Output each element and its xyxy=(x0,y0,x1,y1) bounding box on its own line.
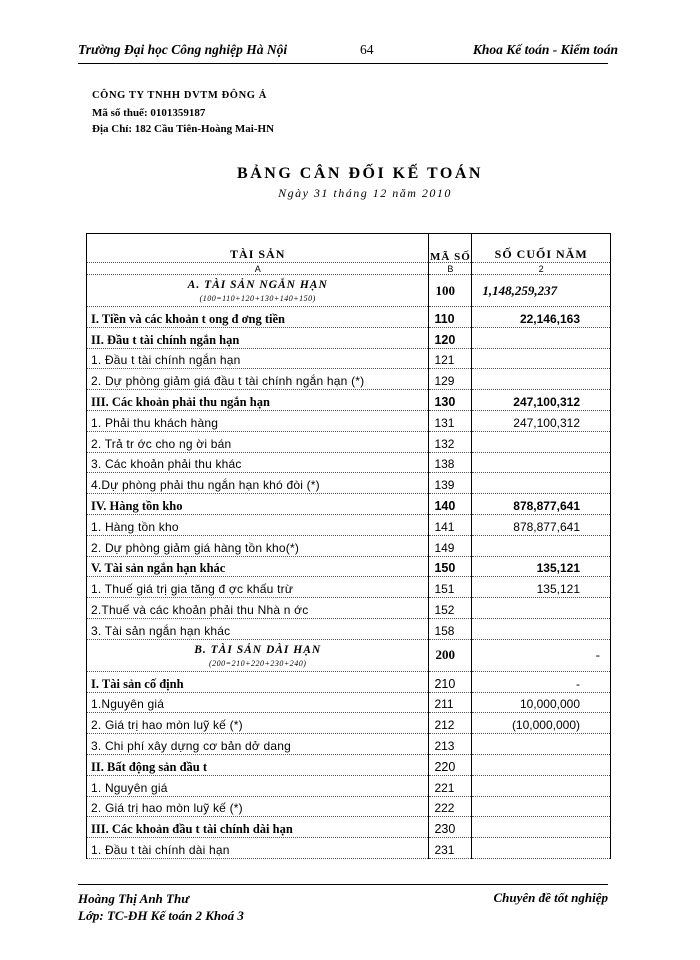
row-name: V. Tài sản ngắn hạn khác xyxy=(87,556,429,577)
page-header xyxy=(78,42,618,62)
subheader-asset: A xyxy=(87,263,429,275)
table-row xyxy=(87,348,611,369)
footer-left xyxy=(78,890,244,924)
page-number: 64 xyxy=(360,42,374,57)
row-code: 120 xyxy=(429,327,472,348)
table-row xyxy=(87,494,611,515)
row-value xyxy=(472,817,611,838)
row-name: 2. Trả tr ớc cho ng ời bán xyxy=(87,431,429,452)
subheader-year-end: 2 xyxy=(472,263,611,275)
row-code: 150 xyxy=(429,556,472,577)
row-value xyxy=(472,535,611,556)
row-value xyxy=(472,473,611,494)
table-subheader-row xyxy=(87,263,611,275)
row-code: 222 xyxy=(429,796,472,817)
row-code: 138 xyxy=(429,452,472,473)
row-name: 1.Nguyên giá xyxy=(87,692,429,713)
row-code: 121 xyxy=(429,348,472,369)
row-code: 210 xyxy=(429,671,472,692)
header-code: MÃ SỐ xyxy=(429,234,472,263)
row-value: 135,121 xyxy=(472,577,611,598)
table-row xyxy=(87,692,611,713)
table-row xyxy=(87,473,611,494)
section-b-title xyxy=(87,639,429,671)
row-value xyxy=(472,452,611,473)
section-a-name: A. TÀI SẢN NGẮN HẠN xyxy=(187,279,328,291)
footer-class: Lớp: TC-ĐH Kế toán 2 Khoá 3 xyxy=(78,908,244,923)
row-code: 151 xyxy=(429,577,472,598)
row-name: 3. Tài sản ngắn hạn khác xyxy=(87,618,429,639)
row-name: 2. Dự phòng giảm giá hàng tồn kho(*) xyxy=(87,535,429,556)
row-name: I. Tài sản cố định xyxy=(87,671,429,692)
table-row xyxy=(87,514,611,535)
row-name: 3. Chi phí xây dựng cơ bản dở dang xyxy=(87,734,429,755)
row-code: 230 xyxy=(429,817,472,838)
section-b-formula: (200=210+220+230+240) xyxy=(209,658,307,668)
company-tax-code: Mã số thuế: 0101359187 xyxy=(92,106,206,119)
table-row xyxy=(87,535,611,556)
row-code: 129 xyxy=(429,369,472,390)
row-name: 1. Nguyên giá xyxy=(87,775,429,796)
row-value: 878,877,641 xyxy=(472,514,611,535)
balance-sheet-table xyxy=(86,233,611,859)
row-name: II. Đầu t tài chính ngắn hạn xyxy=(87,327,429,348)
subheader-code: B xyxy=(429,263,472,275)
section-b-value: - xyxy=(472,639,611,671)
row-name: 1. Đầu t tài chính dài hạn xyxy=(87,838,429,859)
row-value: 247,100,312 xyxy=(472,390,611,411)
row-code: 140 xyxy=(429,494,472,515)
row-code: 141 xyxy=(429,514,472,535)
row-name: 3. Các khoản phải thu khác xyxy=(87,452,429,473)
row-name: I. Tiền và các khoản t ong đ ơng tiền xyxy=(87,307,429,328)
row-code: 220 xyxy=(429,754,472,775)
section-b-row xyxy=(87,639,611,671)
row-name: IV. Hàng tồn kho xyxy=(87,494,429,515)
row-value xyxy=(472,838,611,859)
header-rule xyxy=(78,63,608,64)
table-row xyxy=(87,734,611,755)
document-date: Ngày 31 tháng 12 năm 2010 xyxy=(278,186,452,200)
row-code: 231 xyxy=(429,838,472,859)
row-value xyxy=(472,618,611,639)
header-school: Trường Đại học Công nghiệp Hà Nội xyxy=(78,42,288,57)
row-name: 1. Phải thu khách hàng xyxy=(87,410,429,431)
section-a-row xyxy=(87,275,611,307)
row-code: 130 xyxy=(429,390,472,411)
document-title: BẢNG CÂN ĐỐI KẾ TOÁN xyxy=(237,165,483,182)
table-row xyxy=(87,618,611,639)
row-name: II. Bất động sản đầu t xyxy=(87,754,429,775)
row-code: 221 xyxy=(429,775,472,796)
company-name: CÔNG TY TNHH DVTM ĐÔNG Á xyxy=(92,90,267,101)
table-row xyxy=(87,838,611,859)
row-value: - xyxy=(472,671,611,692)
table-row xyxy=(87,671,611,692)
row-value xyxy=(472,754,611,775)
section-a-title xyxy=(87,275,429,307)
table-row xyxy=(87,817,611,838)
row-value: 10,000,000 xyxy=(472,692,611,713)
row-value: 135,121 xyxy=(472,556,611,577)
header-department: Khoa Kế toán - Kiểm toán xyxy=(472,42,618,57)
row-code: 132 xyxy=(429,431,472,452)
row-code: 211 xyxy=(429,692,472,713)
section-a-code: 100 xyxy=(429,275,472,307)
row-code: 139 xyxy=(429,473,472,494)
table-row xyxy=(87,390,611,411)
table-row xyxy=(87,556,611,577)
row-code: 213 xyxy=(429,734,472,755)
section-b-code: 200 xyxy=(429,639,472,671)
table-row xyxy=(87,775,611,796)
section-b-name: B. TÀI SẢN DÀI HẠN xyxy=(194,643,322,656)
row-name: 1. Đầu t tài chính ngắn hạn xyxy=(87,348,429,369)
table-row xyxy=(87,598,611,619)
table-row xyxy=(87,754,611,775)
table-row xyxy=(87,713,611,734)
row-value xyxy=(472,598,611,619)
row-value xyxy=(472,775,611,796)
row-value xyxy=(472,734,611,755)
section-a-formula: (100=110+120+130+140+150) xyxy=(199,294,316,303)
row-code: 110 xyxy=(429,307,472,328)
row-name: 1. Hàng tồn kho xyxy=(87,514,429,535)
table-row xyxy=(87,431,611,452)
footer-right: Chuyên đề tốt nghiệp xyxy=(493,890,608,905)
table-row xyxy=(87,307,611,328)
row-name: 2. Dự phòng giảm giá đầu t tài chính ngắn hạn (*) xyxy=(87,369,429,390)
table-row xyxy=(87,577,611,598)
row-code: 152 xyxy=(429,598,472,619)
table-row xyxy=(87,410,611,431)
section-a-value: 1,148,259,237 xyxy=(472,275,611,307)
row-code: 212 xyxy=(429,713,472,734)
table-row xyxy=(87,369,611,390)
row-value xyxy=(472,796,611,817)
company-info xyxy=(92,88,274,138)
row-code: 149 xyxy=(429,535,472,556)
row-value xyxy=(472,348,611,369)
row-value: 878,877,641 xyxy=(472,494,611,515)
table-row xyxy=(87,327,611,348)
row-value: (10,000,000) xyxy=(472,713,611,734)
row-value: 247,100,312 xyxy=(472,410,611,431)
row-name: 2. Giá trị hao mòn luỹ kế (*) xyxy=(87,713,429,734)
row-name: 2. Giá trị hao mòn luỹ kế (*) xyxy=(87,796,429,817)
row-name: III. Các khoản phải thu ngắn hạn xyxy=(87,390,429,411)
table-header-row xyxy=(87,234,611,263)
footer-rule xyxy=(78,884,608,885)
row-name: 2.Thuế và các khoản phải thu Nhà n ớc xyxy=(87,598,429,619)
header-asset: TÀI SẢN xyxy=(87,234,429,263)
company-address: Địa Chỉ: 182 Cầu Tiên-Hoàng Mai-HN xyxy=(92,123,275,135)
table-row xyxy=(87,452,611,473)
row-value xyxy=(472,327,611,348)
row-name: III. Các khoản đầu t tài chính dài hạn xyxy=(87,817,429,838)
row-name: 1. Thuế giá trị gia tăng đ ợc khấu trừ xyxy=(87,577,429,598)
footer-author: Hoàng Thị Anh Thư xyxy=(78,891,189,906)
table-row xyxy=(87,796,611,817)
header-year-end: SỐ CUỐI NĂM xyxy=(472,234,611,263)
row-value: 22,146,163 xyxy=(472,307,611,328)
row-value xyxy=(472,431,611,452)
row-name: 4.Dự phòng phải thu ngắn hạn khó đòi (*) xyxy=(87,473,429,494)
row-code: 131 xyxy=(429,410,472,431)
row-value xyxy=(472,369,611,390)
row-code: 158 xyxy=(429,618,472,639)
